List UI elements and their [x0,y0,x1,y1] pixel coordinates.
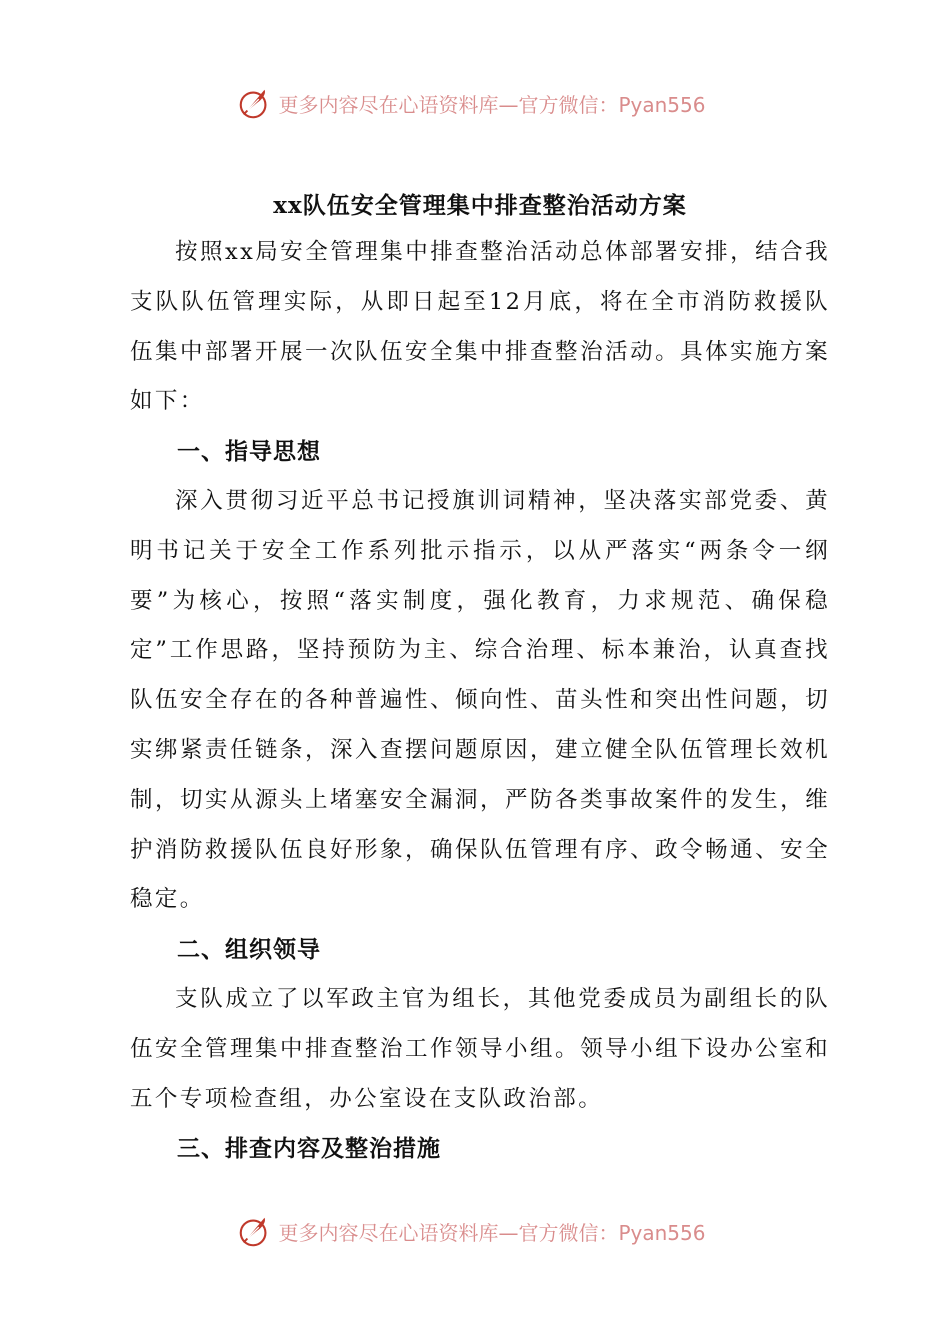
document-body [130,184,830,1174]
section-heading-inspection-content: 三、排查内容及整治措施 [177,1135,441,1163]
quill-logo-icon [236,1212,274,1250]
watermark-contact: —官方微信：Pyan556 [498,92,706,117]
header-watermark [0,80,950,126]
section-guiding-ideology-body: 深入贯彻习近平总书记授旗训词精神，坚决落实部党委、黄明书记关于安全工作系列批示指示，以从严落实“两条令一纲要”为核心，按照“落实制度，强化教育，力求规范、确保稳定”工作思路，坚持预防为主、综合治理、标本兼治，认真查找队伍安全存在的各种普遍性、倾向性、苗头性和突出性问题，切实绑紧责任链条，深入查摆问题原因，建立健全队伍管理长效机制，切实从源头上堵塞安全漏洞，严防各类事故案件的发生，维护消防救援队伍良好形象，确保队伍管理有序、政令畅通、安全稳定。 [130,487,830,913]
document-title: xx队伍安全管理集中排查整治活动方案 [273,192,687,219]
section-heading-guiding-ideology: 一、指导思想 [177,438,321,466]
watermark-contact: —官方微信：Pyan556 [498,1220,706,1245]
section-organization-body: 支队成立了以军政主官为组长，其他党委成员为副组长的队伍安全管理集中排查整治工作领导小组。领导小组下设办公室和五个专项检查组，办公室设在支队政治部。 [130,985,830,1112]
quill-logo-icon [236,84,274,122]
intro-paragraph: 按照xx局安全管理集中排查整治活动总体部署安排，结合我支队队伍管理实际，从即日起至12月底，将在全市消防救援队伍集中部署开展一次队伍安全集中排查整治活动。具体实施方案如下： [130,239,830,415]
watermark-brand: 更多内容尽在心语资料库 [278,92,499,117]
section-heading-organization: 二、组织领导 [177,936,321,964]
footer-watermark [0,1208,950,1254]
watermark-brand: 更多内容尽在心语资料库 [278,1220,499,1245]
